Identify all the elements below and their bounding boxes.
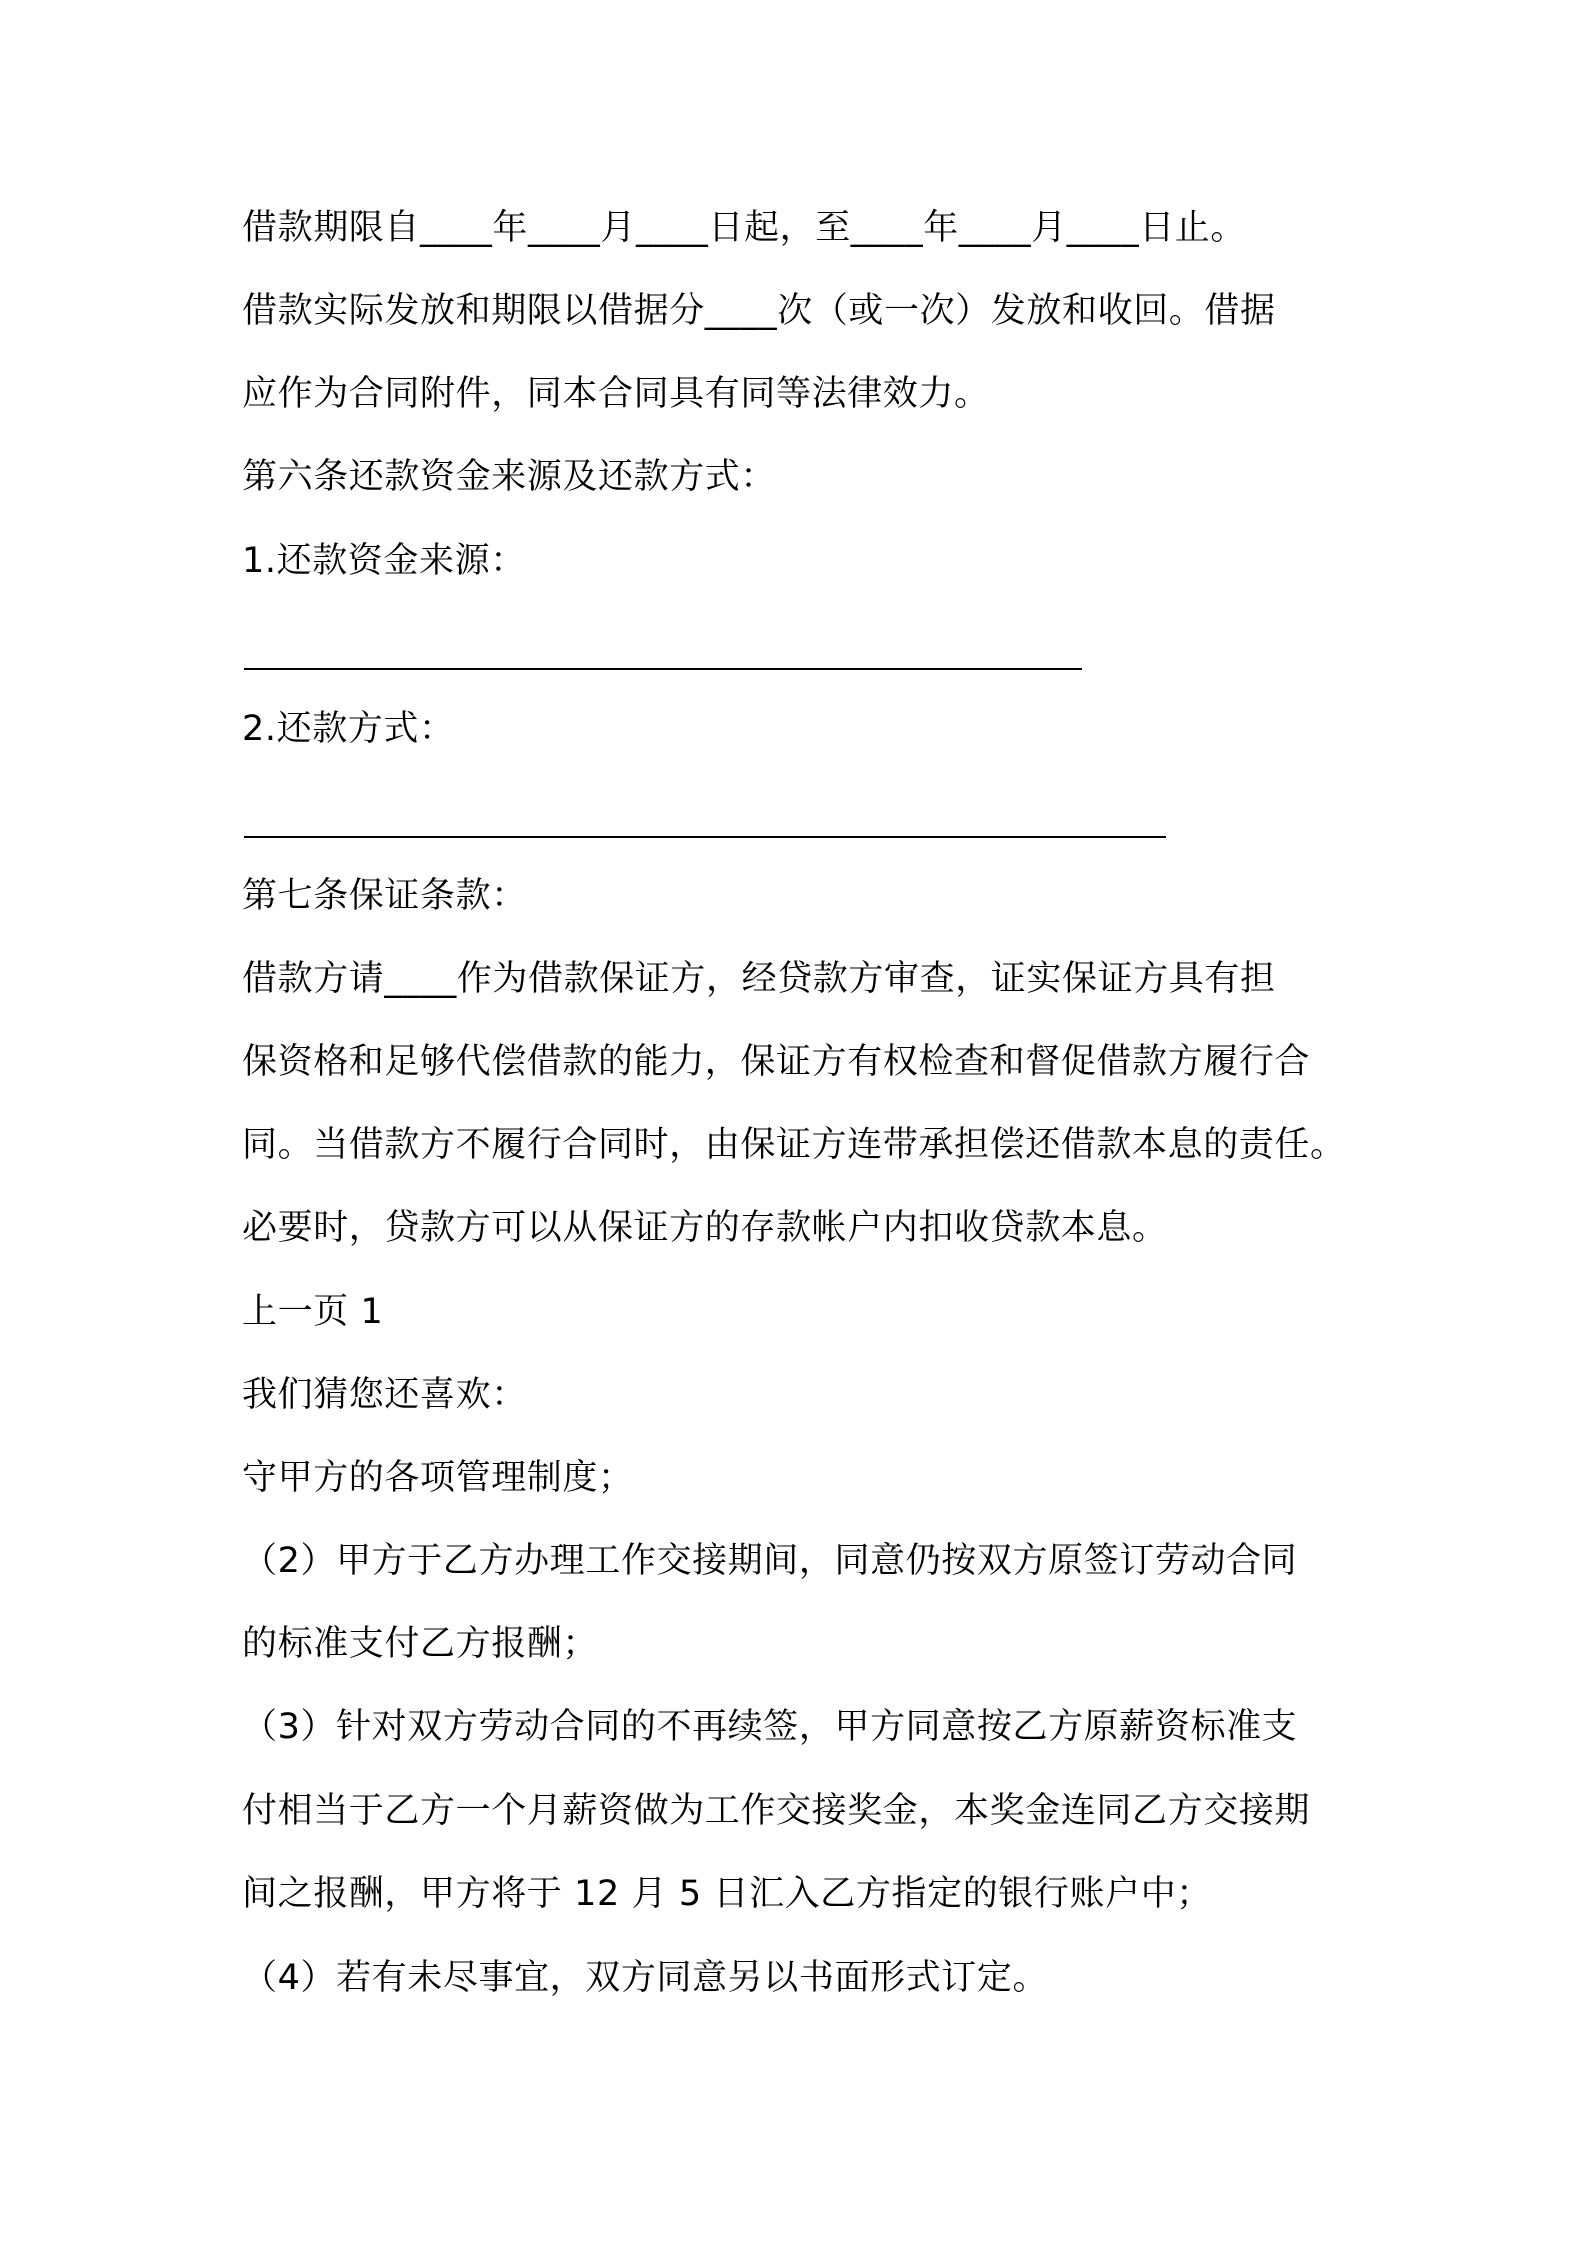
- section-heading: 第六条还款资金来源及还款方式：: [242, 457, 777, 497]
- section-heading: 第七条保证条款：: [242, 876, 527, 916]
- paragraph-line: 付相当于乙方一个月薪资做为工作交接奖金，本奖金连同乙方交接期: [242, 1791, 1311, 1831]
- paragraph-line: 借款期限自____年____月____日起，至____年____月____日止。: [242, 208, 1247, 248]
- pagination-text: 上一页 1: [242, 1292, 384, 1332]
- paragraph-line: （2）甲方于乙方办理工作交接期间，同意仍按双方原签订劳动合同: [242, 1541, 1298, 1581]
- blank-fill-line: [244, 836, 1166, 838]
- list-item: 1.还款资金来源：: [242, 541, 526, 581]
- paragraph-line: （3）针对双方劳动合同的不再续签，甲方同意按乙方原薪资标准支: [242, 1707, 1298, 1747]
- paragraph-line: 的标准支付乙方报酬；: [242, 1624, 599, 1664]
- paragraph-line: 保资格和足够代偿借款的能力，保证方有权检查和督促借款方履行合: [242, 1042, 1311, 1082]
- paragraph-line: 应作为合同附件，同本合同具有同等法律效力。: [242, 374, 990, 414]
- paragraph-line: 借款方请____作为借款保证方，经贷款方审查，证实保证方具有担: [242, 959, 1276, 999]
- paragraph-line: 间之报酬，甲方将于 12 月 5 日汇入乙方指定的银行账户中；: [242, 1874, 1212, 1914]
- paragraph-line: 守甲方的各项管理制度；: [242, 1458, 634, 1498]
- paragraph-line: 同。当借款方不履行合同时，由保证方连带承担偿还借款本息的责任。: [242, 1125, 1346, 1165]
- paragraph-line: （4）若有未尽事宜，双方同意另以书面形式订定。: [242, 1958, 1049, 1998]
- blank-fill-line: [244, 668, 1082, 670]
- paragraph-line: 借款实际发放和期限以借据分____次（或一次）发放和收回。借据: [242, 291, 1276, 331]
- list-item: 2.还款方式：: [242, 709, 455, 749]
- paragraph-line: 必要时，贷款方可以从保证方的存款帐户内扣收贷款本息。: [242, 1208, 1168, 1248]
- recommendation-heading: 我们猜您还喜欢：: [242, 1375, 527, 1415]
